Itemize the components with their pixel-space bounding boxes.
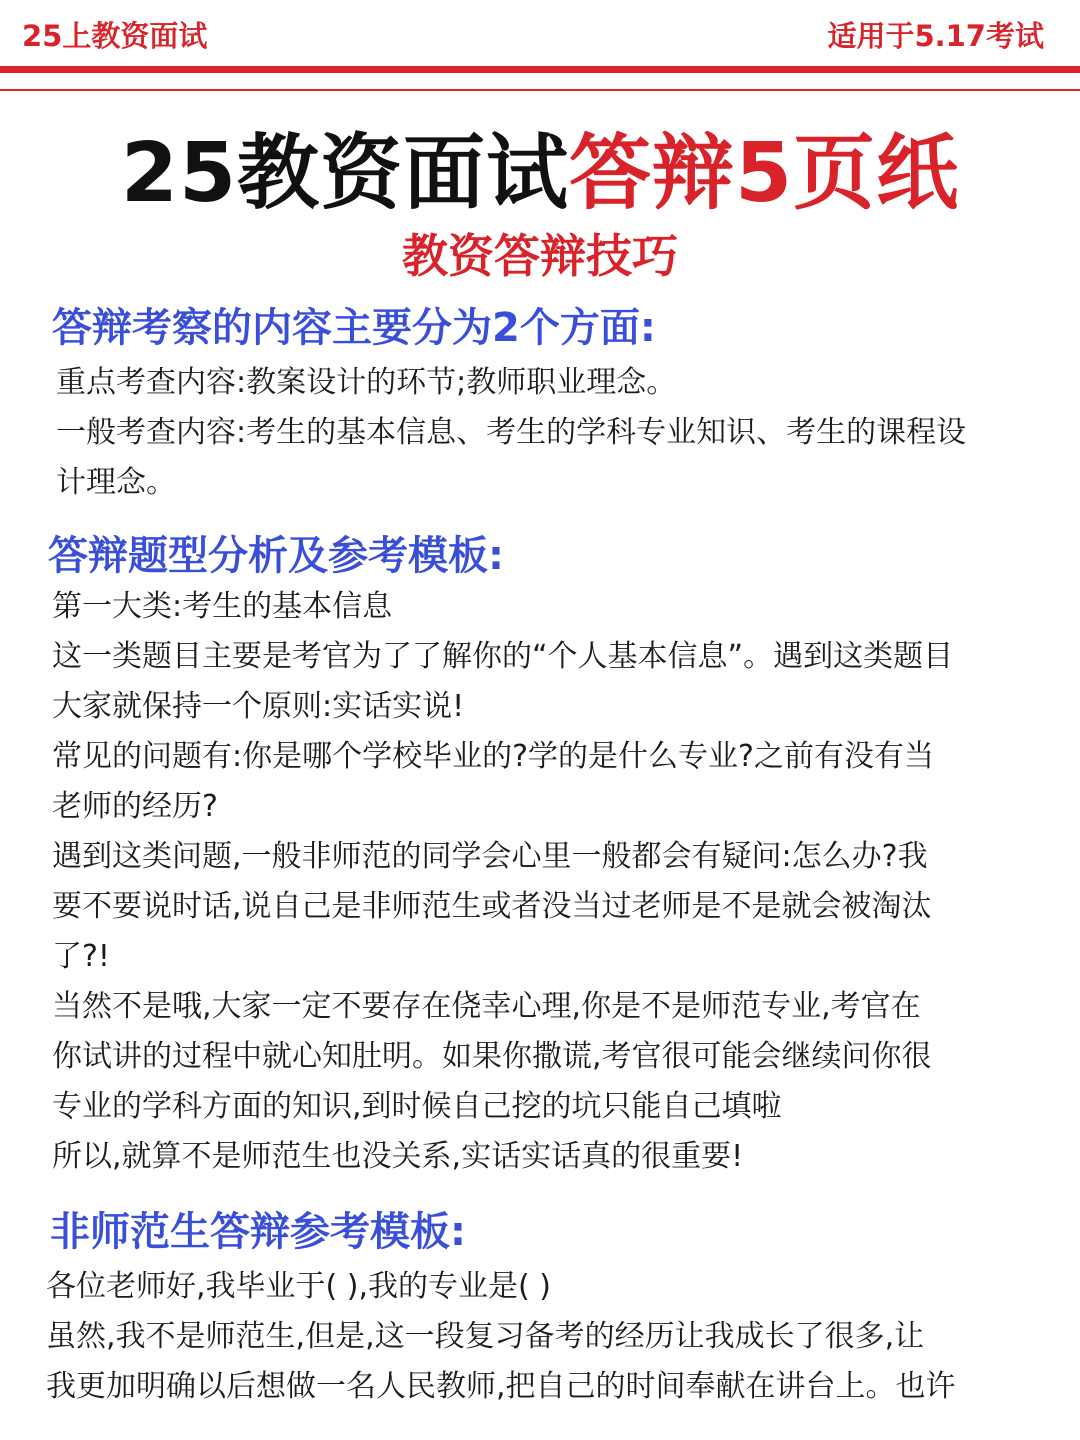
title-part-red: 答辩5页纸 bbox=[569, 126, 960, 221]
section-heading-template: 非师范生答辩参考模板: bbox=[50, 1209, 466, 1255]
paragraph-line: 重点考查内容:教案设计的环节;教师职业理念。 bbox=[56, 365, 677, 400]
exam-tag: 25上教资面试 bbox=[22, 19, 208, 53]
paragraph-line: 了?! bbox=[52, 939, 110, 974]
section-heading-question-types: 答辩题型分析及参考模板: bbox=[48, 533, 504, 579]
paragraph-line: 所以,就算不是师范生也没关系,实话实话真的很重要! bbox=[52, 1139, 744, 1174]
page-title bbox=[0, 108, 1080, 225]
paragraph-line: 常见的问题有:你是哪个学校毕业的?学的是什么专业?之前有没有当 bbox=[52, 739, 934, 774]
page-subtitle: 教资答辩技巧 bbox=[402, 229, 678, 283]
divider-thick bbox=[0, 66, 1080, 73]
exam-date-tag: 适用于5.17考试 bbox=[827, 19, 1044, 53]
paragraph-line: 这一类题目主要是考官为了了解你的“个人基本信息”。遇到这类题目 bbox=[52, 639, 954, 674]
paragraph-line: 当然不是哦,大家一定不要存在侥幸心理,你是不是师范专业,考官在 bbox=[52, 989, 921, 1024]
paragraph-line: 遇到这类问题,一般非师范的同学会心里一般都会有疑问:怎么办?我 bbox=[52, 839, 928, 874]
paragraph-line: 一般考查内容:考生的基本信息、考生的学科专业知识、考生的课程设 bbox=[56, 415, 967, 450]
paragraph-line: 老师的经历? bbox=[52, 789, 218, 824]
paragraph-line: 专业的学科方面的知识,到时候自己挖的坑只能自己填啦 bbox=[52, 1089, 782, 1124]
paragraph-line: 计理念。 bbox=[56, 465, 176, 500]
section-heading-content: 答辩考察的内容主要分为2个方面: bbox=[52, 305, 656, 351]
title-part-black: 25教资面试 bbox=[120, 126, 570, 221]
paragraph-line: 各位老师好,我毕业于( ),我的专业是( ) bbox=[46, 1269, 551, 1304]
paragraph-line: 第一大类:考生的基本信息 bbox=[52, 589, 393, 624]
top-banner bbox=[0, 0, 1080, 70]
paragraph-line: 虽然,我不是师范生,但是,这一段复习备考的经历让我成长了很多,让 bbox=[46, 1319, 925, 1354]
paragraph-line: 大家就保持一个原则:实话实说! bbox=[52, 689, 465, 724]
divider-thin bbox=[0, 89, 1080, 91]
paragraph-line: 要不要说时话,说自己是非师范生或者没当过老师是不是就会被淘汰 bbox=[52, 889, 932, 924]
paragraph-line: 我更加明确以后想做一名人民教师,把自己的时间奉献在讲台上。也许 bbox=[46, 1369, 956, 1404]
paragraph-line: 你试讲的过程中就心知肚明。如果你撒谎,考官很可能会继续问你很 bbox=[52, 1039, 932, 1074]
